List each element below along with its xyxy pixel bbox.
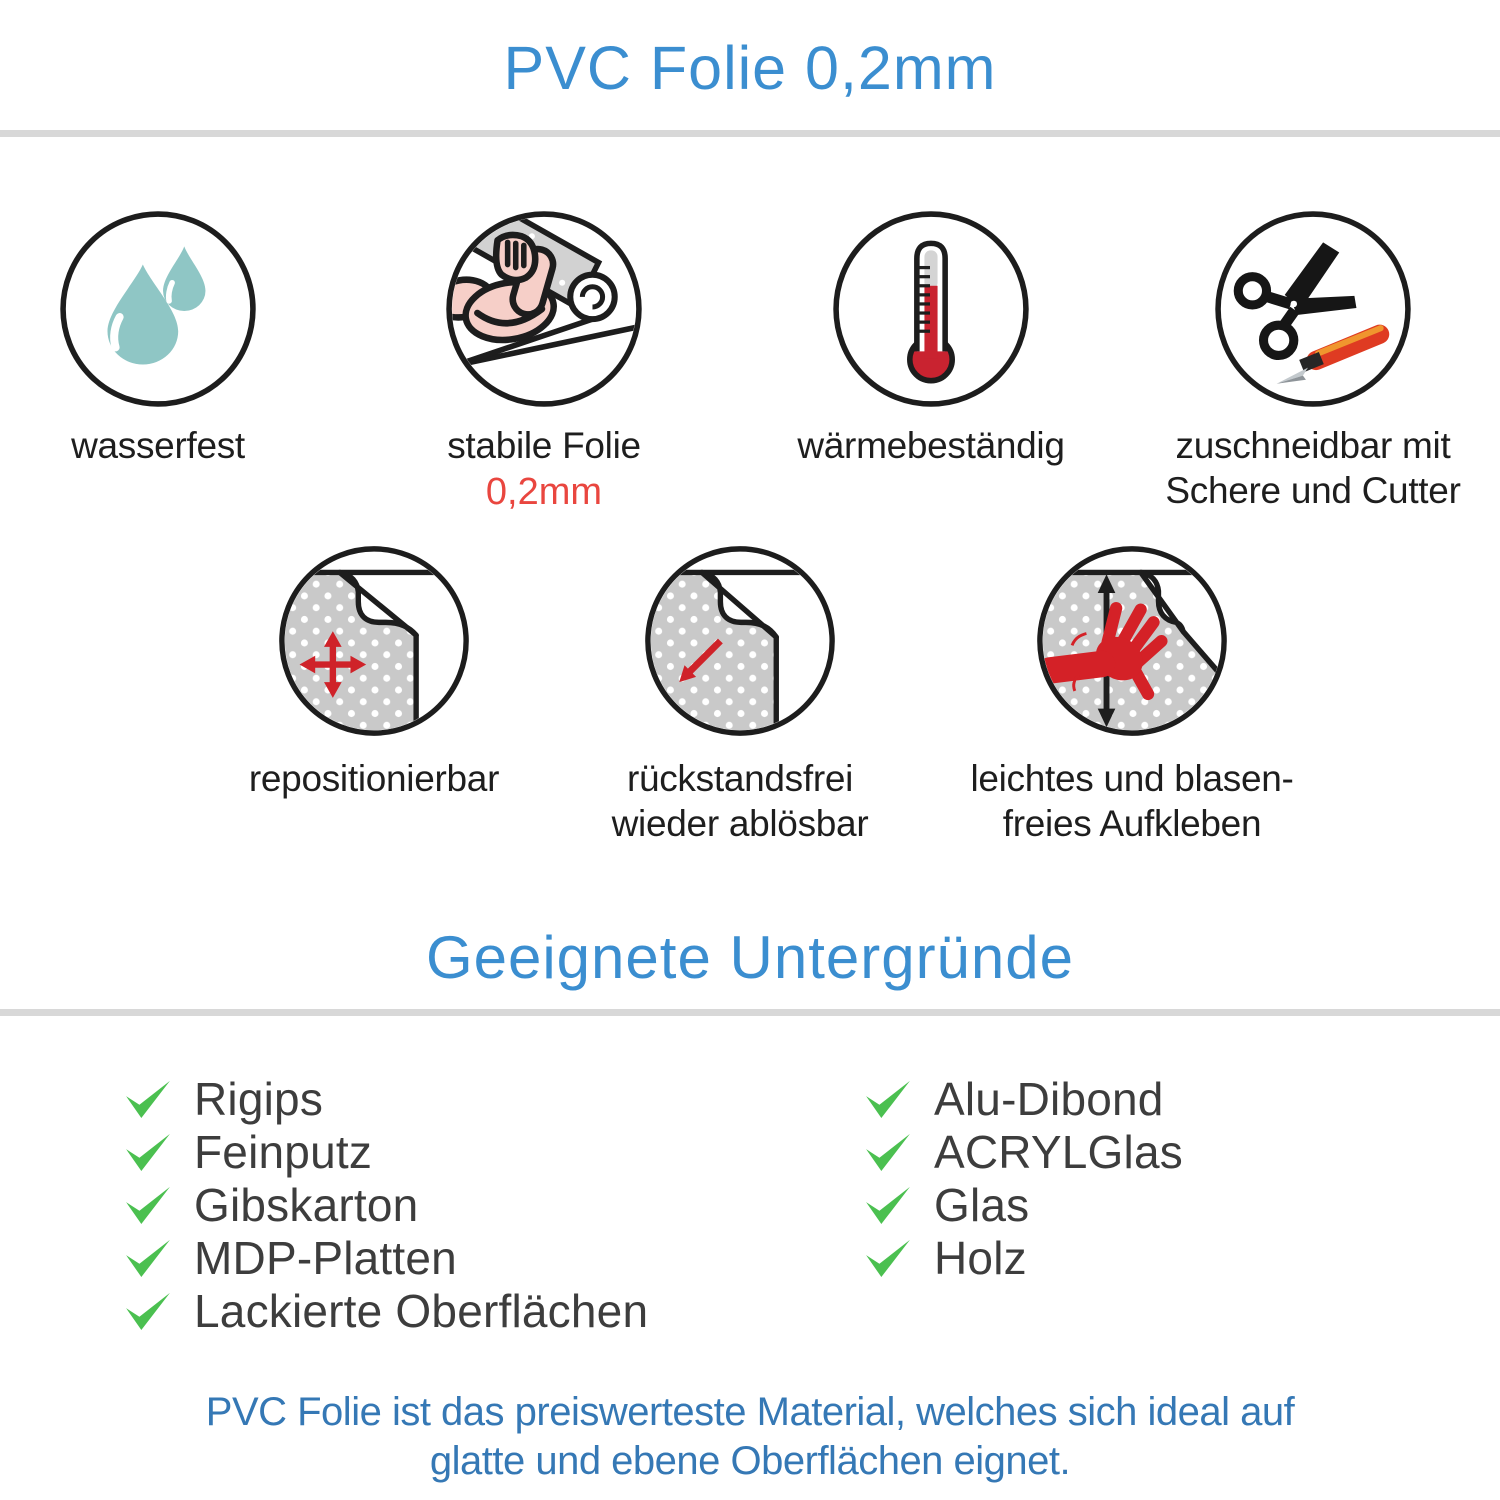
feature-label [0, 423, 350, 468]
check-icon [126, 1185, 170, 1225]
feature-zuschneidbar [1121, 208, 1500, 513]
check-icon [126, 1132, 170, 1172]
feature-wasserfest [0, 208, 350, 468]
feature-blasenfreies-aufkleben [912, 543, 1352, 846]
peel-off-arrow-foil-icon [520, 543, 960, 739]
check-icon [866, 1185, 910, 1225]
feature-label-line: wasserfest [71, 425, 245, 466]
surface-item [866, 1072, 1183, 1125]
footer-line: PVC Folie ist das preiswerteste Material, welches sich ideal auf [205, 1390, 1295, 1434]
surface-label: MDP-Platten [194, 1231, 457, 1284]
surface-item [866, 1125, 1183, 1178]
page-title: PVC Folie 0,2mm [503, 34, 997, 102]
surface-label: ACRYLGlas [934, 1125, 1183, 1178]
surface-label: Gibskarton [194, 1178, 419, 1231]
surface-label: Holz [934, 1231, 1027, 1284]
surface-item [126, 1072, 648, 1125]
thermometer-icon [739, 208, 1123, 410]
surfaces-list-right [866, 1072, 1183, 1284]
surface-label: Lackierte Oberflächen [194, 1284, 649, 1337]
feature-label-line: wieder ablösbar [611, 803, 869, 844]
surface-label: Alu-Dibond [934, 1072, 1164, 1125]
check-icon [126, 1079, 170, 1119]
surface-item [126, 1125, 648, 1178]
divider-top [0, 130, 1500, 137]
check-icon [126, 1238, 170, 1278]
feature-label [352, 423, 736, 468]
footer-line: glatte und ebene Oberflächen eignet. [429, 1439, 1071, 1483]
hand-smoothing-foil-icon [912, 543, 1352, 739]
feature-label [912, 756, 1352, 846]
feature-label-line: zuschneidbar mit [1175, 425, 1451, 466]
feature-label [739, 423, 1123, 468]
feature-waermebestaendig [739, 208, 1123, 468]
feature-stabile-folie [352, 208, 736, 514]
check-icon [866, 1132, 910, 1172]
surface-item [126, 1231, 648, 1284]
foil-thickness-label: 0,2mm [485, 471, 603, 513]
feature-label-line: wärmebeständig [797, 425, 1065, 466]
feature-label-line: leichtes und blasen- [970, 758, 1294, 799]
scissors-and-cutter-icon [1121, 208, 1500, 410]
check-icon [866, 1079, 910, 1119]
surface-item [866, 1231, 1183, 1284]
check-icon [866, 1238, 910, 1278]
surface-label: Rigips [194, 1072, 324, 1125]
feature-label [520, 756, 960, 846]
feature-label-line: freies Aufkleben [1002, 803, 1262, 844]
feature-rueckstandsfrei [520, 543, 960, 846]
surface-item [866, 1178, 1183, 1231]
feature-label-line: repositionierbar [248, 758, 500, 799]
water-drops-icon [0, 208, 350, 410]
strong-arm-foil-roll-icon [352, 208, 736, 410]
surface-label: Feinputz [194, 1125, 373, 1178]
surface-item [126, 1284, 648, 1337]
surfaces-list-left [126, 1072, 648, 1337]
check-icon [126, 1291, 170, 1331]
footer-note [0, 1388, 1500, 1486]
divider-surfaces [0, 1009, 1500, 1016]
feature-label-line: stabile Folie [447, 425, 641, 466]
feature-label-line: rückstandsfrei [626, 758, 854, 799]
feature-label-line: Schere und Cutter [1165, 470, 1461, 511]
feature-label [1121, 423, 1500, 513]
surface-label: Glas [934, 1178, 1030, 1231]
surface-item [126, 1178, 648, 1231]
surfaces-heading: Geeignete Untergründe [425, 924, 1075, 991]
